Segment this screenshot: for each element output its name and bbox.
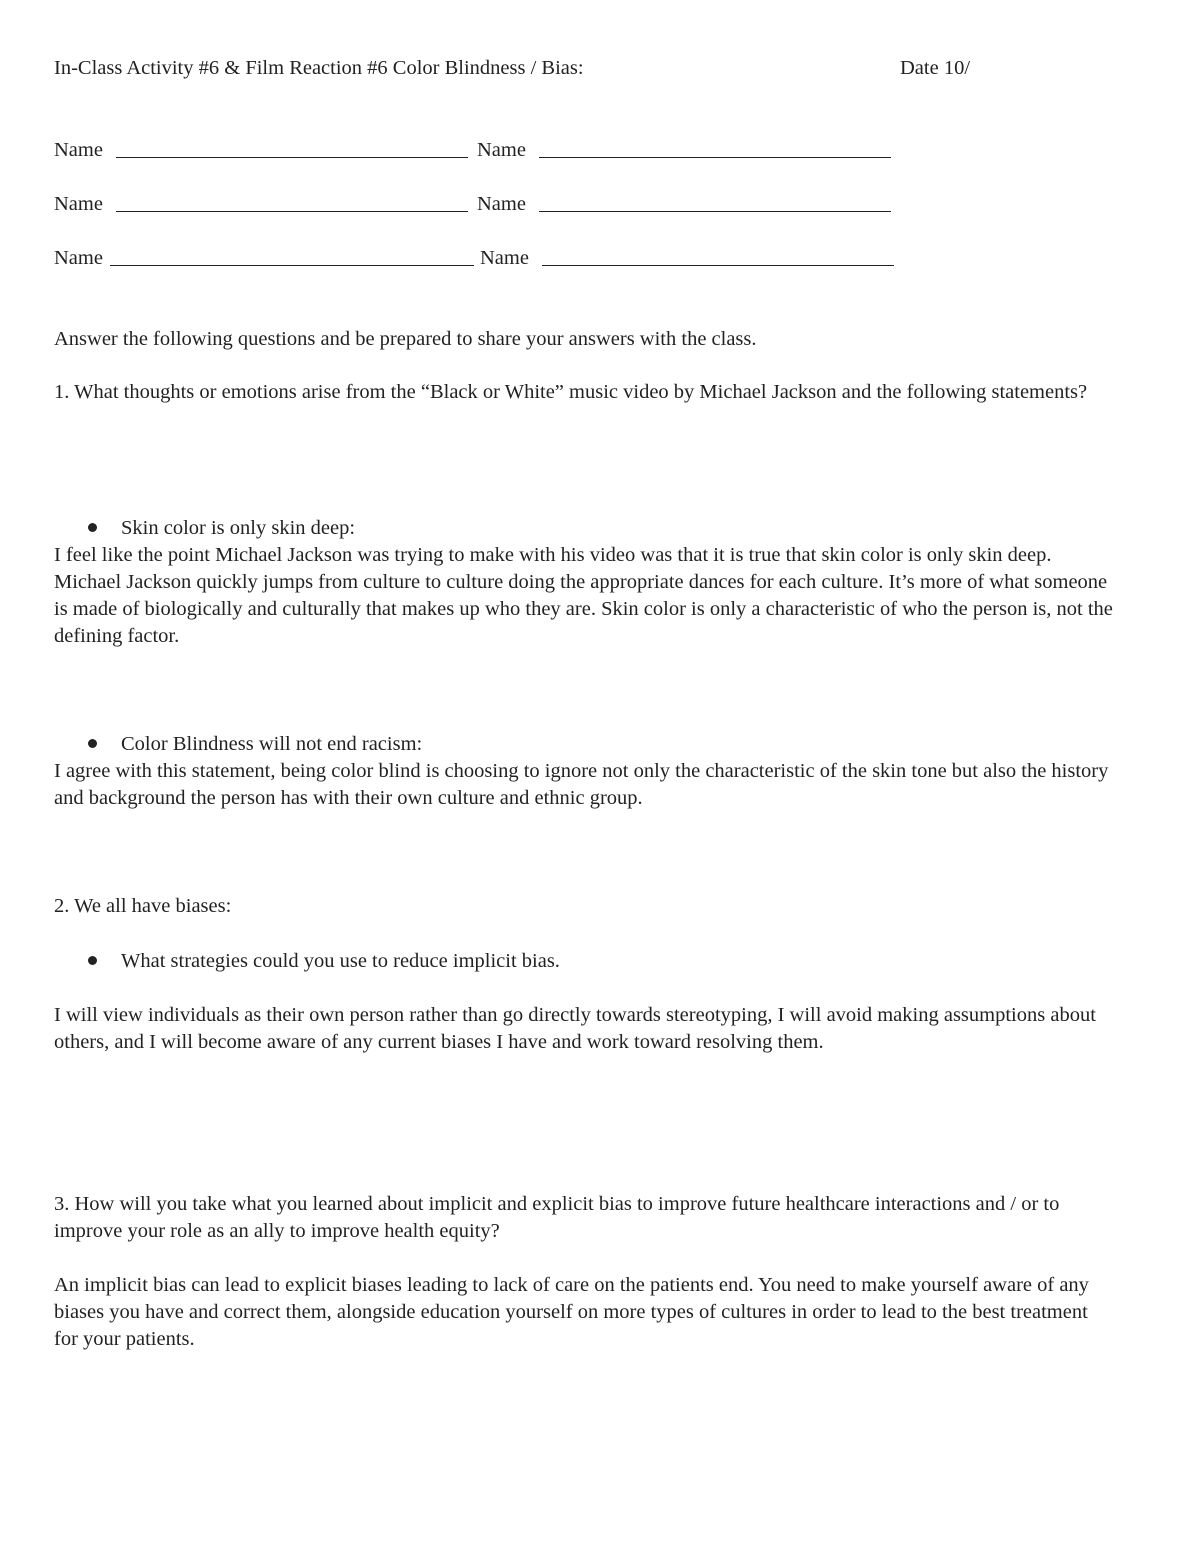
question-2: 2. We all have biases: [54,895,232,917]
answer-1b: I agree with this statement, being color blind is choosing to ignore not only the characteristic of the skin tone but also the history and background the person has with their own culture and ethnic group. [54,760,1109,809]
name-blank[interactable] [110,265,474,266]
name-row-1 [54,137,954,164]
bullet-icon [88,956,97,965]
instructions: Answer the following questions and be prepared to share your answers with the class. [54,328,757,350]
answer-2: I will view individuals as their own person rather than go directly towards stereotyping, I will avoid making assumptions about others, and I will become aware of any current biases I have and work toward resolving them. [54,1004,1096,1053]
name-blank[interactable] [542,265,894,266]
name-blank[interactable] [116,211,468,212]
bullet-icon [88,739,97,748]
name-row-2 [54,191,954,218]
name-row-3 [54,245,954,272]
bullet-icon [88,523,97,532]
name-blank[interactable] [116,157,468,158]
name-label: Name [54,193,103,215]
name-label: Name [477,139,526,161]
date-label: Date 10/ [900,57,971,79]
bullet-item [88,948,560,975]
question-1: 1. What thoughts or emotions arise from the “Black or White” music video by Michael Jackson and the following statements? [54,381,1088,403]
name-blank[interactable] [539,211,891,212]
question-3: 3. How will you take what you learned about implicit and explicit bias to improve future healthcare interactions and / or to improve your role as an ally to improve health equity? [54,1193,1060,1242]
bullet-item [88,515,355,542]
bullet-item [88,731,422,758]
answer-3: An implicit bias can lead to explicit biases leading to lack of care on the patients end. You need to make yourself aware of any biases you have and correct them, alongside education yourself on more types of cultures in order to lead to the best treatment for your patients. [54,1274,1089,1350]
answer-1a: I feel like the point Michael Jackson was trying to make with his video was that it is true that skin color is only skin deep. Michael Jackson quickly jumps from culture to culture doing the appropriate dances for each culture. It’s more of what someone is made of biologically and culturally that makes up who they are. Skin color is only a characteristic of who the person is, not the defining factor. [54,544,1113,647]
name-label: Name [480,247,529,269]
name-blank[interactable] [539,157,891,158]
bullet-label: What strategies could you use to reduce implicit bias. [121,950,560,972]
page-title: In-Class Activity #6 & Film Reaction #6 Color Blindness / Bias: [54,57,584,79]
name-label: Name [477,193,526,215]
bullet-label: Color Blindness will not end racism: [121,733,423,755]
bullet-label: Skin color is only skin deep: [121,517,356,539]
name-label: Name [54,247,103,269]
name-label: Name [54,139,103,161]
